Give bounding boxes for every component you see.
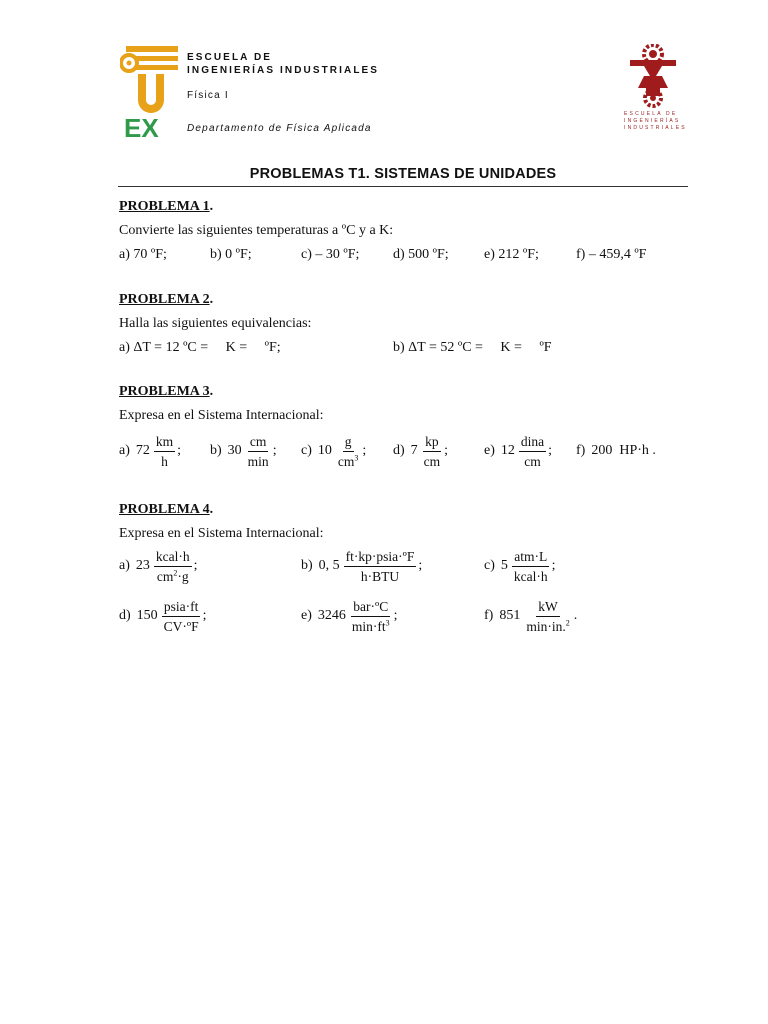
eii-logo-line1: ESCUELA DE xyxy=(624,111,678,117)
fraction: $\frac{kp}{cm}$ xyxy=(423,433,441,469)
fraction: $\frac{km}{h}$ xyxy=(155,433,174,469)
page-title: PROBLEMAS T1. SISTEMAS DE UNIDADES xyxy=(249,166,557,182)
problem-2-statement: Halla las siguientes equivalencias: xyxy=(119,316,312,331)
problem-1-item-a: a) 70 ºF; xyxy=(119,247,167,262)
problem-3-item-b: b) 30 $\frac{cm}{\min}$ ; xyxy=(210,433,277,469)
fraction: $\frac{g}{cm^3}$ xyxy=(337,433,359,469)
department-name: Departamento de Física Aplicada xyxy=(187,123,372,134)
problem-4-item-c: c) 5 $\frac{\text{atm·L}}{\text{kcal·h}}$ ; xyxy=(484,548,556,584)
problem-1-item-b: b) 0 ºF; xyxy=(210,247,252,262)
fraction: $\frac{\text{psia·ft}}{\text{CV·ºF}}$ xyxy=(163,598,199,634)
problem-4-item-b: b) 0, 5 $\frac{\text{ft·kp·psia·ºF}}{\text{h·BTU}}$ ; xyxy=(301,548,423,584)
problem-3-item-c: c) 10 $\frac{g}{cm^3}$ ; xyxy=(301,433,367,469)
problem-3-item-a: a) 72 $\frac{km}{h}$ ; xyxy=(119,433,182,469)
problem-4-item-f: f) 851 $\frac{kW}{\min\cdot in.^2}$ . xyxy=(484,598,578,634)
problem-3-heading: PROBLEMA 3. xyxy=(119,384,214,399)
eii-logo-line2: INGENIERÍAS xyxy=(624,118,681,124)
problem-3-item-f: f) 200 HP·h . xyxy=(576,443,656,458)
fraction: $\frac{kW}{\min\cdot in.^2}$ xyxy=(526,598,570,634)
problem-1-item-c: c) – 30 ºF; xyxy=(301,247,360,262)
eii-logo-line3: INDUSTRIALES xyxy=(624,125,687,131)
problem-3-item-d: d) 7 $\frac{kp}{cm}$ ; xyxy=(393,433,449,469)
problem-4-item-d: d) 150 $\frac{\text{psia·ft}}{\text{CV·ºF}}$ ; xyxy=(119,598,207,634)
title-divider xyxy=(118,186,688,187)
problem-4-statement: Expresa en el Sistema Internacional: xyxy=(119,526,324,541)
school-name-line1: ESCUELA DE xyxy=(187,52,273,63)
fraction: $\frac{\text{dina}}{cm}$ xyxy=(520,433,545,469)
school-name-line2: INGENIERÍAS INDUSTRIALES xyxy=(187,65,380,76)
fraction: $\frac{\text{bar·ºC}}{\min\cdot ft^3}$ xyxy=(351,598,390,634)
problem-2-item-b: b) ΔT = 52 ºC = K = ºF xyxy=(393,340,552,355)
uex-logo xyxy=(120,44,182,139)
problem-3-item-e: e) 12 $\frac{\text{dina}}{cm}$ ; xyxy=(484,433,553,469)
problem-2-item-a: a) ΔT = 12 ºC = K = ºF; xyxy=(119,340,281,355)
problem-1-item-e: e) 212 ºF; xyxy=(484,247,539,262)
problem-1-heading: PROBLEMA 1. xyxy=(119,199,214,214)
svg-text:EX: EX xyxy=(124,113,159,139)
problem-3-statement: Expresa en el Sistema Internacional: xyxy=(119,408,324,423)
problem-4-item-e: e) 3246 $\frac{\text{bar·ºC}}{\min\cdot ft^3}$ ; xyxy=(301,598,398,634)
problem-1-statement: Convierte las siguientes temperaturas a ºC y a K: xyxy=(119,223,394,238)
fraction: $\frac{\text{kcal·h}}{cm^2\cdot g}$ xyxy=(155,548,190,584)
problem-1-item-f: f) – 459,4 ºF xyxy=(576,247,647,262)
problem-2-heading: PROBLEMA 2. xyxy=(119,292,214,307)
problem-4-heading: PROBLEMA 4. xyxy=(119,502,214,517)
course-name: Física I xyxy=(187,90,229,101)
fraction: $\frac{\text{atm·L}}{\text{kcal·h}}$ xyxy=(513,548,548,584)
problem-4-item-a: a) 23 $\frac{\text{kcal·h}}{cm^2\cdot g}$ ; xyxy=(119,548,198,584)
fraction: $\frac{\text{ft·kp·psia·ºF}}{\text{h·BTU}}$ xyxy=(345,548,415,584)
fraction: $\frac{cm}{\min}$ xyxy=(247,433,269,469)
problem-1-item-d: d) 500 ºF; xyxy=(393,247,449,262)
